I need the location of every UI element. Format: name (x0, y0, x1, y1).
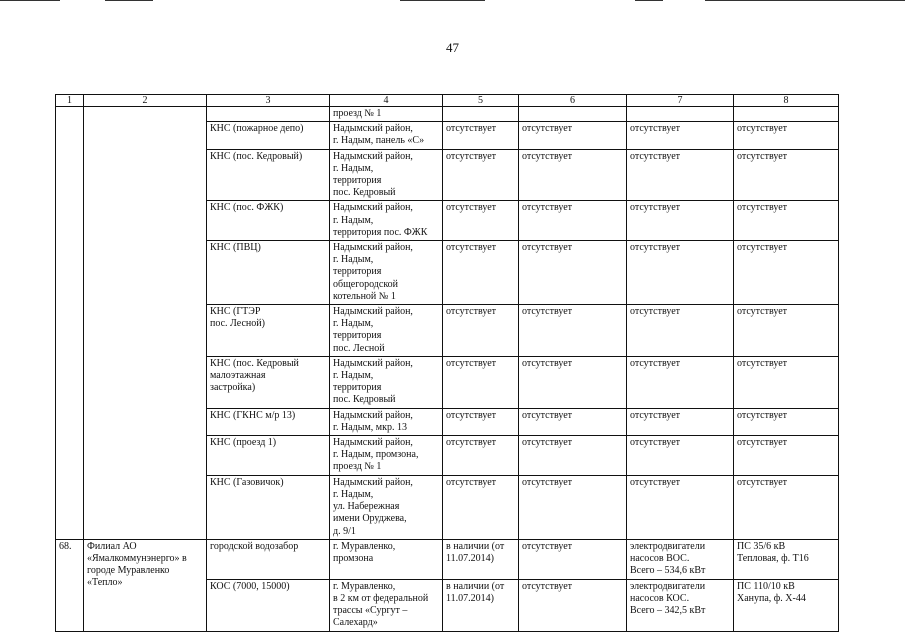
cell-col7: отсутствует (627, 241, 734, 305)
scan-artifact (400, 0, 485, 1)
cell-facility (207, 107, 330, 122)
cell-col7: отсутствует (627, 305, 734, 357)
table-row (56, 107, 839, 122)
cell-col5: отсутствует (443, 475, 519, 539)
cell-col7: электродвигатели насосов КОС. Всего – 342,5 кВт (627, 579, 734, 631)
cell-address: Надымский район, г. Надым, территория пос. Кедровый (330, 149, 443, 201)
cell-address: Надымский район, г. Надым, территория пос. Кедровый (330, 356, 443, 408)
cell-col5: отсутствует (443, 305, 519, 357)
scan-artifact (635, 0, 663, 1)
cell-col8: отсутствует (734, 201, 839, 241)
cell-facility: КНС (пос. Кедровый) (207, 149, 330, 201)
column-number: 2 (84, 95, 207, 107)
cell-col6: отсутствует (519, 539, 627, 579)
cell-col5: отсутствует (443, 201, 519, 241)
cell-col5: отсутствует (443, 436, 519, 476)
scan-artifact (705, 0, 905, 1)
cell-col8: отсутствует (734, 305, 839, 357)
cell-col6 (519, 107, 627, 122)
cell-col5: отсутствует (443, 356, 519, 408)
cell-col5 (443, 107, 519, 122)
cell-col7 (627, 107, 734, 122)
facilities-table (55, 94, 839, 632)
cell-facility: КНС (проезд 1) (207, 436, 330, 476)
cell-col6: отсутствует (519, 408, 627, 435)
column-number: 3 (207, 95, 330, 107)
cell-facility: городской водозабор (207, 539, 330, 579)
column-number-row (56, 95, 839, 107)
cell-address: г. Муравленко, в 2 км от федеральной трассы «Сургут – Салехард» (330, 579, 443, 631)
cell-col8: отсутствует (734, 122, 839, 149)
cell-col6: отсутствует (519, 122, 627, 149)
cell-col8: отсутствует (734, 475, 839, 539)
column-number: 5 (443, 95, 519, 107)
cell-col5: отсутствует (443, 149, 519, 201)
cell-col5: в наличии (от 11.07.2014) (443, 539, 519, 579)
cell-col7: электродвигатели насосов ВОС. Всего – 534,6 кВт (627, 539, 734, 579)
scan-artifact (105, 0, 153, 1)
cell-col6: отсутствует (519, 579, 627, 631)
cell-facility: КНС (пожарное депо) (207, 122, 330, 149)
cell-col8: отсутствует (734, 408, 839, 435)
cell-col5: отсутствует (443, 122, 519, 149)
cell-col7: отсутствует (627, 149, 734, 201)
cell-address: г. Муравленко, промзона (330, 539, 443, 579)
table-row (56, 539, 839, 579)
cell-facility: КНС (ГТЭР пос. Лесной) (207, 305, 330, 357)
cell-address: Надымский район, г. Надым, промзона, проезд № 1 (330, 436, 443, 476)
column-number: 1 (56, 95, 84, 107)
cell-col6: отсутствует (519, 436, 627, 476)
cell-facility: КНС (пос. ФЖК) (207, 201, 330, 241)
scan-artifact (0, 0, 60, 1)
cell-col6: отсутствует (519, 356, 627, 408)
cell-col6: отсутствует (519, 305, 627, 357)
cell-organization (84, 107, 207, 540)
cell-col8: отсутствует (734, 356, 839, 408)
cell-col6: отсутствует (519, 149, 627, 201)
cell-organization: Филиал АО «Ямалкоммунэнерго» в городе Муравленко «Тепло» (84, 539, 207, 631)
cell-col5: отсутствует (443, 241, 519, 305)
cell-address: Надымский район, г. Надым, мкр. 13 (330, 408, 443, 435)
cell-col8: отсутствует (734, 149, 839, 201)
cell-facility: КНС (пос. Кедровый малоэтажная застройка) (207, 356, 330, 408)
cell-entry-number (56, 107, 84, 540)
cell-col6: отсутствует (519, 201, 627, 241)
cell-col8: ПС 35/6 кВ Тепловая, ф. Т16 (734, 539, 839, 579)
cell-col8: отсутствует (734, 436, 839, 476)
cell-col6: отсутствует (519, 241, 627, 305)
cell-col5: отсутствует (443, 408, 519, 435)
cell-col7: отсутствует (627, 122, 734, 149)
cell-facility: КНС (ГКНС м/р 13) (207, 408, 330, 435)
column-number: 4 (330, 95, 443, 107)
cell-col7: отсутствует (627, 356, 734, 408)
cell-address: Надымский район, г. Надым, панель «С» (330, 122, 443, 149)
cell-col8: ПС 110/10 кВ Ханупа, ф. Х-44 (734, 579, 839, 631)
cell-col8 (734, 107, 839, 122)
cell-facility: КНС (Газовичок) (207, 475, 330, 539)
cell-col8: отсутствует (734, 241, 839, 305)
cell-col7: отсутствует (627, 408, 734, 435)
cell-entry-number: 68. (56, 539, 84, 631)
cell-address: Надымский район, г. Надым, территория пос. Лесной (330, 305, 443, 357)
column-number: 6 (519, 95, 627, 107)
column-number: 8 (734, 95, 839, 107)
cell-col7: отсутствует (627, 475, 734, 539)
cell-col7: отсутствует (627, 436, 734, 476)
cell-address: Надымский район, г. Надым, территория пос. ФЖК (330, 201, 443, 241)
column-number: 7 (627, 95, 734, 107)
cell-address: Надымский район, г. Надым, ул. Набережная имени Оруджева, д. 9/1 (330, 475, 443, 539)
cell-address: Надымский район, г. Надым, территория общегородской котельной № 1 (330, 241, 443, 305)
cell-address: проезд № 1 (330, 107, 443, 122)
cell-col7: отсутствует (627, 201, 734, 241)
cell-facility: КОС (7000, 15000) (207, 579, 330, 631)
page-number: 47 (446, 40, 459, 55)
cell-col5: в наличии (от 11.07.2014) (443, 579, 519, 631)
cell-facility: КНС (ПВЦ) (207, 241, 330, 305)
cell-col6: отсутствует (519, 475, 627, 539)
